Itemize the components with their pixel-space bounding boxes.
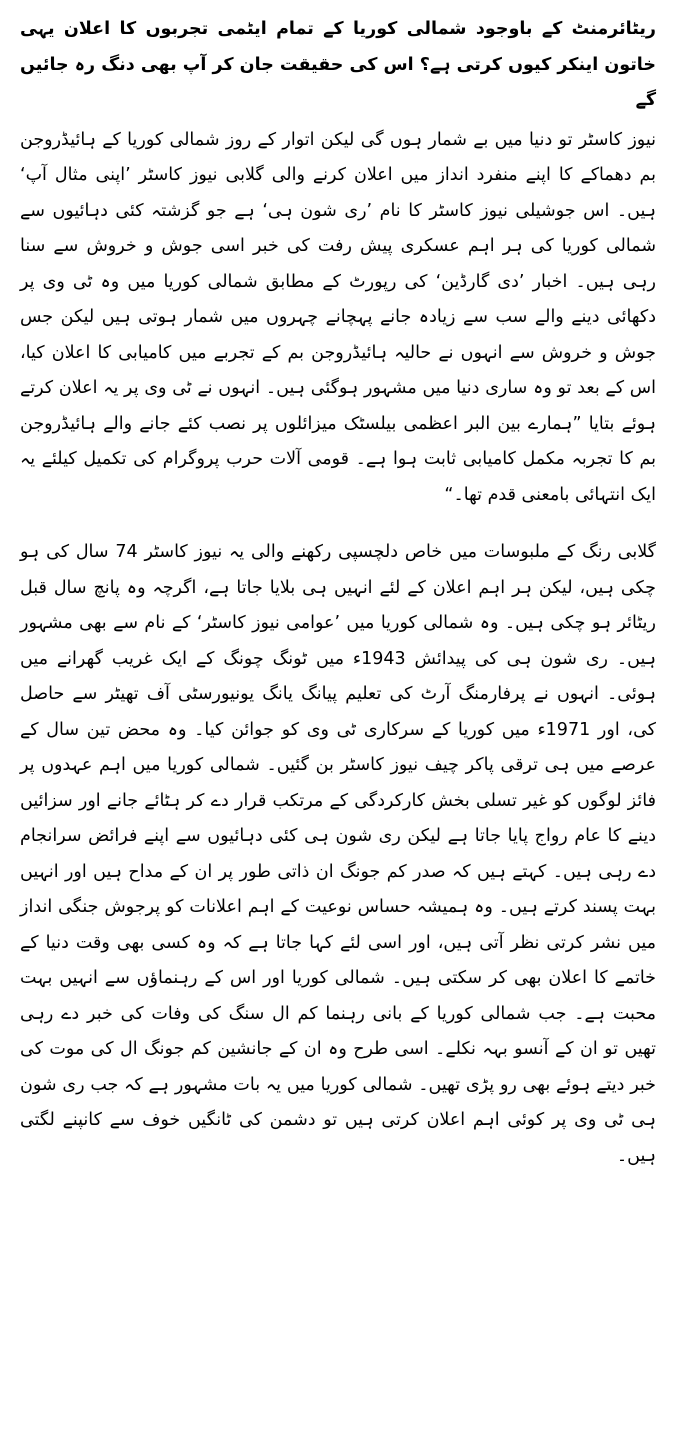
article-headline: ریٹائرمنٹ کے باوجود شمالی کوریا کے تمام ایٹمی تجربوں کا اعلان یہی خاتون اینکر کیوں کرتی ہے؟ اس کی حقیقت جان کر آپ بھی دنگ رہ جائیں گے <box>20 19 656 110</box>
article-paragraph-2: گلابی رنگ کے ملبوسات میں خاص دلچسپی رکھنے والی یہ نیوز کاسٹر 74 سال کی ہو چکی ہیں، لیکن ہر اہم اعلان کے لئے انہیں ہی بلایا جاتا ہے، اگرچہ وہ پانچ سال قبل ریٹائر ہو چکی ہیں۔ وہ شمالی کوریا میں ’عوامی نیوز کاسٹر‘ کے نام سے بھی مشہور ہیں۔ ری شون ہی کی پیدائش 1943ء میں ٹونگ چونگ کے ایک غریب گھرانے میں ہوئی۔ انہوں نے پرفارمنگ آرٹ کی تعلیم پیانگ یانگ یونیورسٹی آف تھیٹر سے حاصل کی، اور 1971ء میں کوریا کے سرکاری ٹی وی کو جوائن کیا۔ وہ محض تین سال کے عرصے میں ہی ترقی پاکر چیف نیوز کاسٹر بن گئیں۔ شمالی کوریا میں اہم عہدوں پر فائز لوگوں کو غیر تسلی بخش کارکردگی کے مرتکب قرار دے کر ہٹائے جانے اور سزائیں دینے کا عام رواج پایا جاتا ہے لیکن ری شون ہی کئی دہائیوں سے اپنے فرائض سرانجام دے رہی ہیں۔ کہتے ہیں کہ صدر کم جونگ ان ذاتی طور پر ان کے مداح ہیں اور انہیں بہت پسند کرتے ہیں۔ وہ ہمیشہ حساس نوعیت کے اہم اعلانات کو پرجوش جنگی انداز میں نشر کرتی نظر آتی ہیں، اور اسی لئے کہا جاتا ہے کہ وہ کسی بھی وقت دنیا کے خاتمے کا اعلان بھی کر سکتی ہیں۔ شمالی کوریا اور اس کے رہنماؤں سے انہیں بہت محبت ہے۔ جب شمالی کوریا کے بانی رہنما کم ال سنگ کی وفات کی خبر دے رہی تھیں تو ان کے آنسو بہہ نکلے۔ اسی طرح وہ ان کے جانشین کم جونگ ال کی موت کی خبر دیتے ہوئے بھی رو پڑی تھیں۔ شمالی کوریا میں یہ بات مشہور ہے کہ جب ری شون ہی ٹی وی پر کوئی اہم اعلان کرتی ہیں تو دشمن کی ٹانگیں خوف سے کانپنے لگتی ہیں۔ <box>20 542 656 1166</box>
article-paragraph-1: نیوز کاسٹر تو دنیا میں بے شمار ہوں گی لیکن اتوار کے روز شمالی کوریا کے ہائیڈروجن بم دھماکے کا اپنے منفرد انداز میں اعلان کرنے والی گلابی نیوز کاسٹر ’اپنی مثال آپ‘ ہیں۔ اس جوشیلی نیوز کاسٹر کا نام ’ری شون ہی‘ ہے جو گزشتہ کئی دہائیوں سے شمالی کوریا کی ہر اہم عسکری پیش رفت کی خبر اسی جوش و خروش سے سنا رہی ہیں۔ اخبار ’دی گارڈین‘ کی رپورٹ کے مطابق شمالی کوریا میں وہ ٹی وی پر دکھائی دینے والے سب سے زیادہ جانے پہچانے چہروں میں شمار ہوتی ہیں لیکن جس جوش و خروش سے انہوں نے حالیہ ہائیڈروجن بم کے تجربے میں کامیابی کا اعلان کیا، اس کے بعد تو وہ ساری دنیا میں مشہور ہوگئی ہیں۔ انہوں نے ٹی وی پر یہ اعلان کرتے ہوئے بتایا ”ہمارے بین البر اعظمی بیلسٹک میزائلوں پر نصب کئے جانے والے ہائیڈروجن بم کا تجربہ مکمل کامیابی ثابت ہوا ہے۔ قومی آلات حرب پروگرام کی تکمیل کیلئے یہ ایک انتہائی بامعنی قدم تھا۔“ <box>20 129 656 505</box>
